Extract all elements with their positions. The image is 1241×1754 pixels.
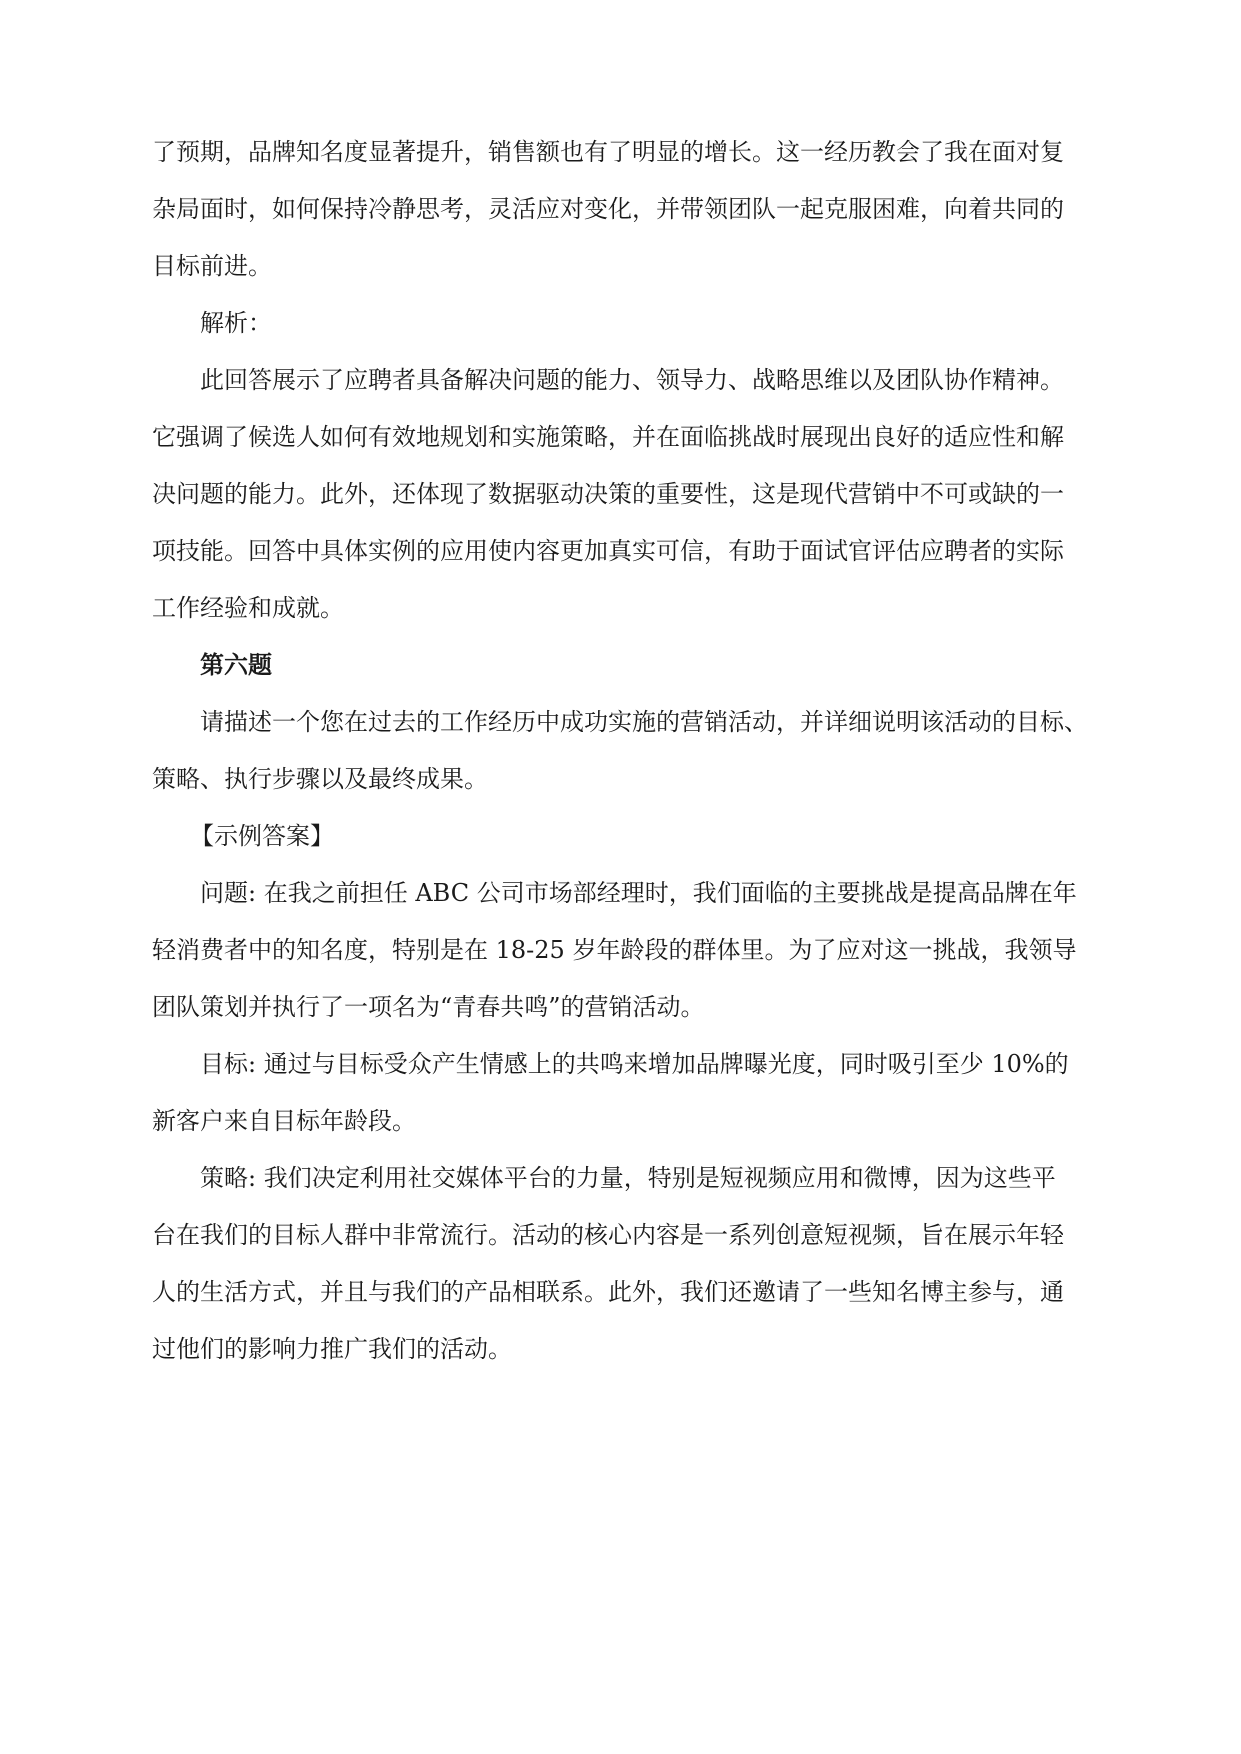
text-line: 此回答展示了应聘者具备解决问题的能力、领导力、战略思维以及团队协作精神。 [200, 366, 1064, 394]
text-line: 策略: 我们决定利用社交媒体平台的力量，特别是短视频应用和微博，因为这些平 [200, 1164, 1056, 1192]
text-line: 新客户来自目标年龄段。 [152, 1107, 416, 1135]
text-line: 问题: 在我之前担任 ABC 公司市场部经理时，我们面临的主要挑战是提高品牌在年 [200, 879, 1077, 907]
sample-answer-heading: 【示例答案】 [190, 822, 334, 850]
text-line: 轻消费者中的知名度，特别是在 18-25 岁年龄段的群体里。为了应对这一挑战，我领导 [152, 936, 1077, 964]
text-line: 团队策划并执行了一项名为“青春共鸣”的营销活动。 [152, 993, 705, 1021]
text-line: 策略、执行步骤以及最终成果。 [152, 765, 488, 793]
text-line: 目标: 通过与目标受众产生情感上的共鸣来增加品牌曝光度，同时吸引至少 10%的 [200, 1050, 1069, 1078]
text-line: 项技能。回答中具体实例的应用使内容更加真实可信，有助于面试官评估应聘者的实际 [152, 537, 1064, 565]
text-line: 工作经验和成就。 [152, 594, 344, 622]
text-line: 过他们的影响力推广我们的活动。 [152, 1335, 512, 1363]
text-line: 了预期，品牌知名度显著提升，销售额也有了明显的增长。这一经历教会了我在面对复 [152, 138, 1064, 166]
text-line: 目标前进。 [152, 252, 272, 280]
text-line: 台在我们的目标人群中非常流行。活动的核心内容是一系列创意短视频，旨在展示年轻 [152, 1221, 1064, 1249]
question-heading: 第六题 [200, 650, 272, 679]
text-line: 杂局面时，如何保持冷静思考，灵活应对变化，并带领团队一起克服困难，向着共同的 [152, 195, 1064, 223]
text-line: 它强调了候选人如何有效地规划和实施策略，并在面临挑战时展现出良好的适应性和解 [152, 423, 1064, 451]
text-line: 决问题的能力。此外，还体现了数据驱动决策的重要性，这是现代营销中不可或缺的一 [152, 480, 1064, 508]
analysis-heading: 解析： [200, 309, 272, 337]
text-line: 请描述一个您在过去的工作经历中成功实施的营销活动，并详细说明该活动的目标、 [200, 708, 1088, 736]
text-line: 人的生活方式，并且与我们的产品相联系。此外，我们还邀请了一些知名博主参与，通 [152, 1278, 1064, 1306]
